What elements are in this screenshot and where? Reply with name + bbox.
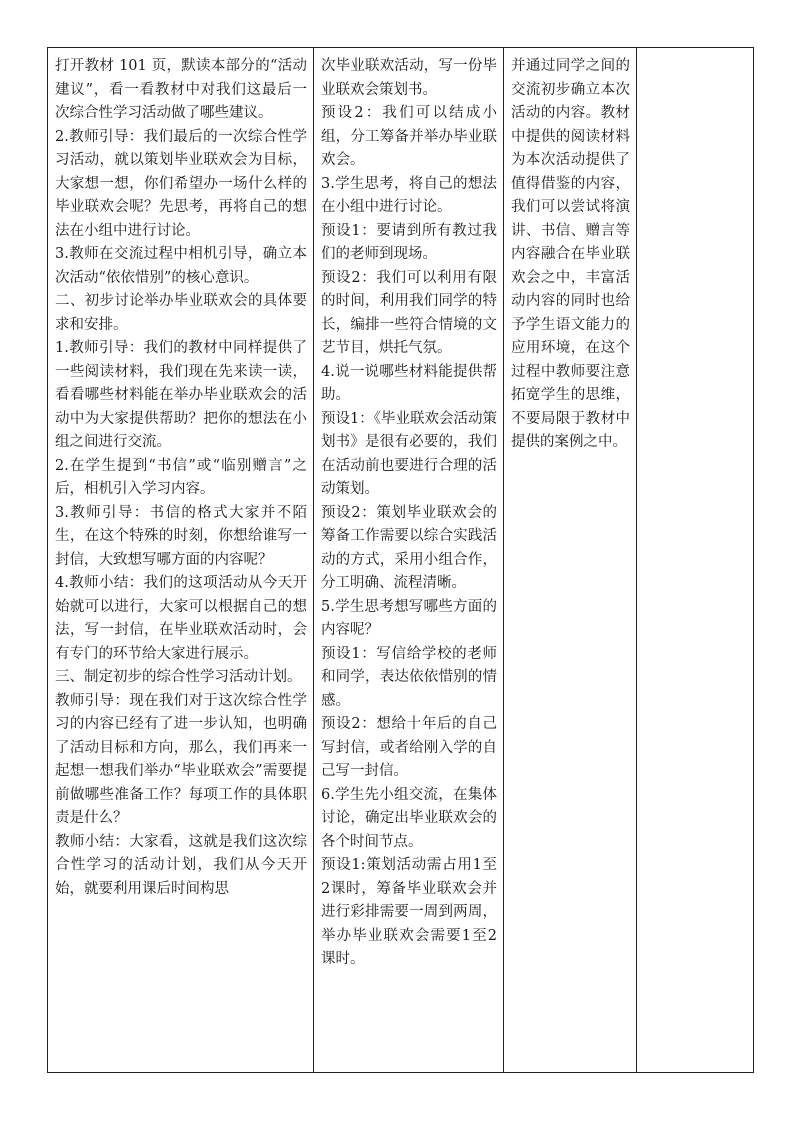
section-heading: 二、初步讨论举办毕业联欢会的具体要求和安排。: [55, 293, 307, 333]
paragraph: 打开教材 101 页，默读本部分的“活动建议”，看一看教材中对我们这最后一次综合性学习活动做了哪些建议。: [55, 58, 307, 121]
paragraph: 预设1：要请到所有教过我们的老师到现场。: [321, 222, 497, 262]
paragraph: 2.在学生提到“书信”或“临别赠言”之后，相机引入学习内容。: [55, 457, 307, 497]
paragraph: 并通过同学之间的交流初步确立本次活动的内容。教材中提供的阅读材料为本次活动提供了值得借鉴的内容，我们可以尝试将演讲、书信、赠言等内容融合在毕业联欢会之中，丰富活动内容的同时也给予学生语文能力的应用环境，在这个过程中教师要注意拓宽学生的思维，不要局限于教材中提供的案例之中。: [511, 58, 630, 450]
paragraph: 3.学生思考，将自己的想法在小组中进行讨论。: [321, 175, 497, 215]
paragraph: 预设2：我们可以利用有限的时间，利用我们同学的特长，编排一些符合情境的文艺节目，烘托气氛。: [321, 269, 497, 356]
paragraph: 6.学生先小组交流，在集体讨论，确定出毕业联欢会的各个时间节点。: [321, 786, 497, 850]
student-activity-cell: [314, 48, 504, 1073]
paragraph: 3.教师在交流过程中相机引导，确立本次活动“依依惜别”的核心意识。: [55, 246, 307, 286]
paragraph: 5.学生思考想写哪些方面的内容呢？: [321, 598, 497, 638]
paragraph: 预设1：《毕业联欢会活动策划书》是很有必要的，我们在活动前也要进行合理的活动策划。: [321, 410, 497, 497]
paragraph: 预设1：写信给学校的老师和同学，表达依依惜别的情感。: [321, 645, 497, 709]
paragraph: 4.教师小结：我们的这项活动从今天开始就可以进行，大家可以根据自己的想法，写一封信，在毕业联欢活动时，会有专门的环节给大家进行展示。: [55, 575, 307, 662]
paragraph: 2.教师引导：我们最后的一次综合性学习活动，就以策划毕业联欢会为目标，大家想一想，你们希望办一场什么样的毕业联欢会呢？先思考，再将自己的想法在小组中进行讨论。: [55, 128, 307, 239]
paragraph: 教师小结：大家看，这就是我们这次综合性学习的活动计划，我们从今天开始，就要利用课后时间构思: [55, 833, 307, 897]
paragraph: 4.说一说哪些材料能提供帮助。: [321, 363, 497, 403]
design-intent-cell: [504, 48, 637, 1073]
paragraph: 预设1:策划活动需占用1至2课时，筹备毕业联欢会并进行彩排需要一周到两周，举办毕业联欢会需要1至2课时。: [321, 857, 497, 967]
paragraph: 预设2：想给十年后的自己写封信，或者给刚入学的自己写一封信。: [321, 716, 497, 779]
teacher-activity-cell: [48, 48, 314, 1073]
paragraph: 预设2：我们可以结成小组，分工筹备并举办毕业联欢会。: [321, 105, 497, 168]
paragraph: 1.教师引导：我们的教材中同样提供了一些阅读材料，我们现在先来读一读，看看哪些材料能在举办毕业联欢会的活动中为大家提供帮助？把你的想法在小组之间进行交流。: [55, 340, 307, 450]
section-heading: 三、制定初步的综合性学习活动计划。: [55, 669, 302, 685]
paragraph: 3.教师引导：书信的格式大家并不陌生，在这个特殊的时刻，你想给谁写一封信，大致想写哪方面的内容呢？: [55, 504, 307, 568]
paragraph: 次毕业联欢活动，写一份毕业联欢会策划书。: [321, 58, 497, 98]
paragraph: 预设2：策划毕业联欢会的筹备工作需要以综合实践活动的方式，采用小组合作，分工明确、流程清晰。: [321, 504, 497, 591]
notes-cell: [637, 48, 754, 1073]
table-row: [48, 48, 754, 1073]
lesson-plan-table: [47, 47, 754, 1073]
paragraph: 教师引导：现在我们对于这次综合性学习的内容已经有了进一步认知，也明确了活动目标和方向，那么，我们再来一起想一想我们举办“毕业联欢会”需要提前做哪些准备工作？每项工作的具体职责是什么？: [55, 692, 307, 826]
